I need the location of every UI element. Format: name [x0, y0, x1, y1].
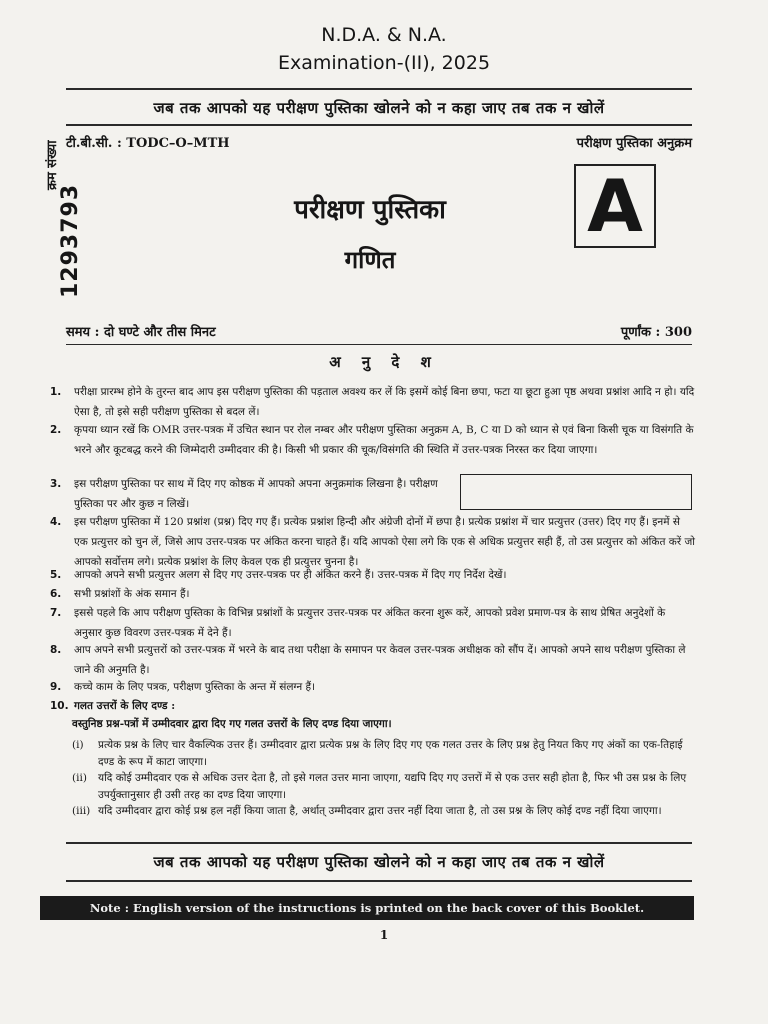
penalty-item: (iii) यदि उम्मीदवार द्वारा कोई प्रश्न हल नहीं किया जाता है, अर्थात् उम्मीदवार द्वारा उत्तर नहीं दिया जाता है, तो उस प्रश्न के लिए कोई दण्ड नहीं दिया जाएगा। — [72, 805, 662, 817]
series-label: परीक्षण पुस्तिका अनुक्रम — [576, 136, 692, 151]
bottom-rule-2 — [66, 880, 692, 882]
instruction-item: 5. आपको अपने सभी प्रत्युत्तर अलग से दिए गए उत्तर-पत्रक पर ही अंकित करने हैं। उत्तर-पत्रक में दिए गए निर्देश देखें। — [50, 569, 507, 581]
instructions-rule — [66, 344, 692, 345]
series-box — [574, 164, 656, 248]
instruction-item: 8. आप अपने सभी प्रत्युत्तरों को उत्तर-पत्रक में भरने के बाद तथा परीक्षा के समापन पर केवल उत्तर-पत्रक अधीक्षक को सौंप दें। आपको अपने साथ परीक्षण पुस्तिका ले जाने की अनुमति है। — [50, 644, 686, 676]
instruction-item: 9. कच्चे काम के लिए पत्रक, परीक्षण पुस्तिका के अन्त में संलग्न हैं। — [50, 681, 316, 693]
maximum-marks: पूर्णांक : 300 — [620, 325, 692, 340]
bottom-rule — [66, 842, 692, 844]
time-allowed: समय : दो घण्टे और तीस मिनट — [66, 325, 216, 340]
top-rule — [66, 88, 692, 90]
penalty-item: (ii) यदि कोई उम्मीदवार एक से अधिक उत्तर देता है, तो इसे गलत उत्तर माना जाएगा, यद्यपि दिए गए उत्तरों में से एक उत्तर सही होता है, फिर भी उस प्रश्न के लिए उपर्युक्तानुसार ही उसी तरह का दण्ड दिया जाएगा। — [72, 772, 687, 801]
serial-number-label: क्रम संख्या — [45, 140, 60, 190]
penalty-item: (i) प्रत्येक प्रश्न के लिए चार वैकल्पिक उत्तर हैं। उम्मीदवार द्वारा प्रत्येक प्रश्न के लिए दिए गए एक गलत उत्तर के लिए प्रश्न हेतु नियत किए गए अंकों का एक-तिहाई दण्ड के रूप में काटा जाएगा। — [72, 739, 683, 768]
instruction-item: 7. इससे पहले कि आप परीक्षण पुस्तिका के विभिन्न प्रश्नांशों के प्रत्युत्तर उत्तर-पत्रक पर अंकित करना शुरू करें, आपको प्रवेश प्रमाण-पत्र के साथ प्रेषित अनुदेशों के अनुसार कुछ विवरण उत्तर-पत्रक में देने हैं। — [50, 607, 666, 639]
instructions-title: अ नु दे श — [329, 353, 439, 371]
serial-number: 1293793 — [58, 183, 83, 298]
booklet-title: परीक्षण पुस्तिका — [294, 195, 446, 225]
top-rule-2 — [66, 124, 692, 126]
instruction-item: 10. गलत उत्तरों के लिए दण्ड : — [50, 700, 176, 712]
series-letter: A — [587, 164, 643, 248]
penalty-intro: वस्तुनिष्ठ प्रश्न-पत्रों में उम्मीदवार द्वारा दिए गए गलत उत्तरों के लिए दण्ड दिया जाएगा। — [72, 718, 392, 730]
roll-number-box[interactable] — [460, 474, 692, 510]
tbc-code: टी.बी.सी. : TODC–O–MTH — [66, 136, 230, 151]
subject-title: गणित — [344, 245, 396, 274]
exam-name: N.D.A. & N.A. — [321, 24, 447, 46]
instruction-item: 6. सभी प्रश्नांशों के अंक समान हैं। — [50, 588, 190, 600]
exam-session: Examination-(II), 2025 — [277, 52, 491, 74]
instruction-item: 4. इस परीक्षण पुस्तिका में 120 प्रश्नांश (प्रश्न) दिए गए हैं। प्रत्येक प्रश्नांश हिन्दी और अंग्रेजी दोनों में छपा है। प्रत्येक प्रश्नांश में चार प्रत्युत्तर (उत्तर) दिए गए हैं। इनमें से एक प्रत्युत्तर को चुन लें, जिसे आप उत्तर-पत्रक पर अंकित करना चाहते हैं। यदि आपको ऐसा लगे कि एक से अधिक प्रत्युत्तर सही हैं, तो उस प्रत्युत्तर को अंकित करें जो आपको सर्वोत्तम लगे। प्रत्येक प्रश्नांश के लिए केवल एक ही प्रत्युत्तर चुनना है। — [50, 516, 695, 568]
instruction-item: 1. परीक्षा प्रारम्भ होने के तुरन्त बाद आप इस परीक्षण पुस्तिका की पड़ताल अवश्य कर लें कि इसमें कोई बिना छपा, फटा या छूटा हुआ पृष्ठ अथवा प्रश्नांश आदि न हो। यदि ऐसा है, तो इसे सही परीक्षण पुस्तिका से बदल लें। — [50, 386, 695, 418]
do-not-open-warning-top: जब तक आपको यह परीक्षण पुस्तिका खोलने को न कहा जाए तब तक न खोलें — [153, 99, 605, 117]
page-number: 1 — [379, 928, 389, 942]
do-not-open-warning-bottom: जब तक आपको यह परीक्षण पुस्तिका खोलने को न कहा जाए तब तक न खोलें — [153, 853, 605, 871]
instruction-item: 2. कृपया ध्यान रखें कि OMR उत्तर-पत्रक में उचित स्थान पर रोल नम्बर और परीक्षण पुस्तिका अनुक्रम A, B, C या D को ध्यान से एवं बिना किसी चूक या विसंगति के भरने और कूटबद्ध करने की जिम्मेदारी उम्मीदवार की है। किसी भी प्रकार की चूक/विसंगति की स्थिति में उत्तर-पत्रक निरस्त कर दिया जाएगा। — [50, 424, 694, 456]
english-version-note: Note : English version of the instructions is printed on the back cover of this Booklet. — [40, 896, 694, 920]
instruction-item: 3. इस परीक्षण पुस्तिका पर साथ में दिए गए कोष्ठक में आपको अपना अनुक्रमांक लिखना है। परीक्षण पुस्तिका पर और कुछ न लिखें। — [50, 478, 438, 510]
